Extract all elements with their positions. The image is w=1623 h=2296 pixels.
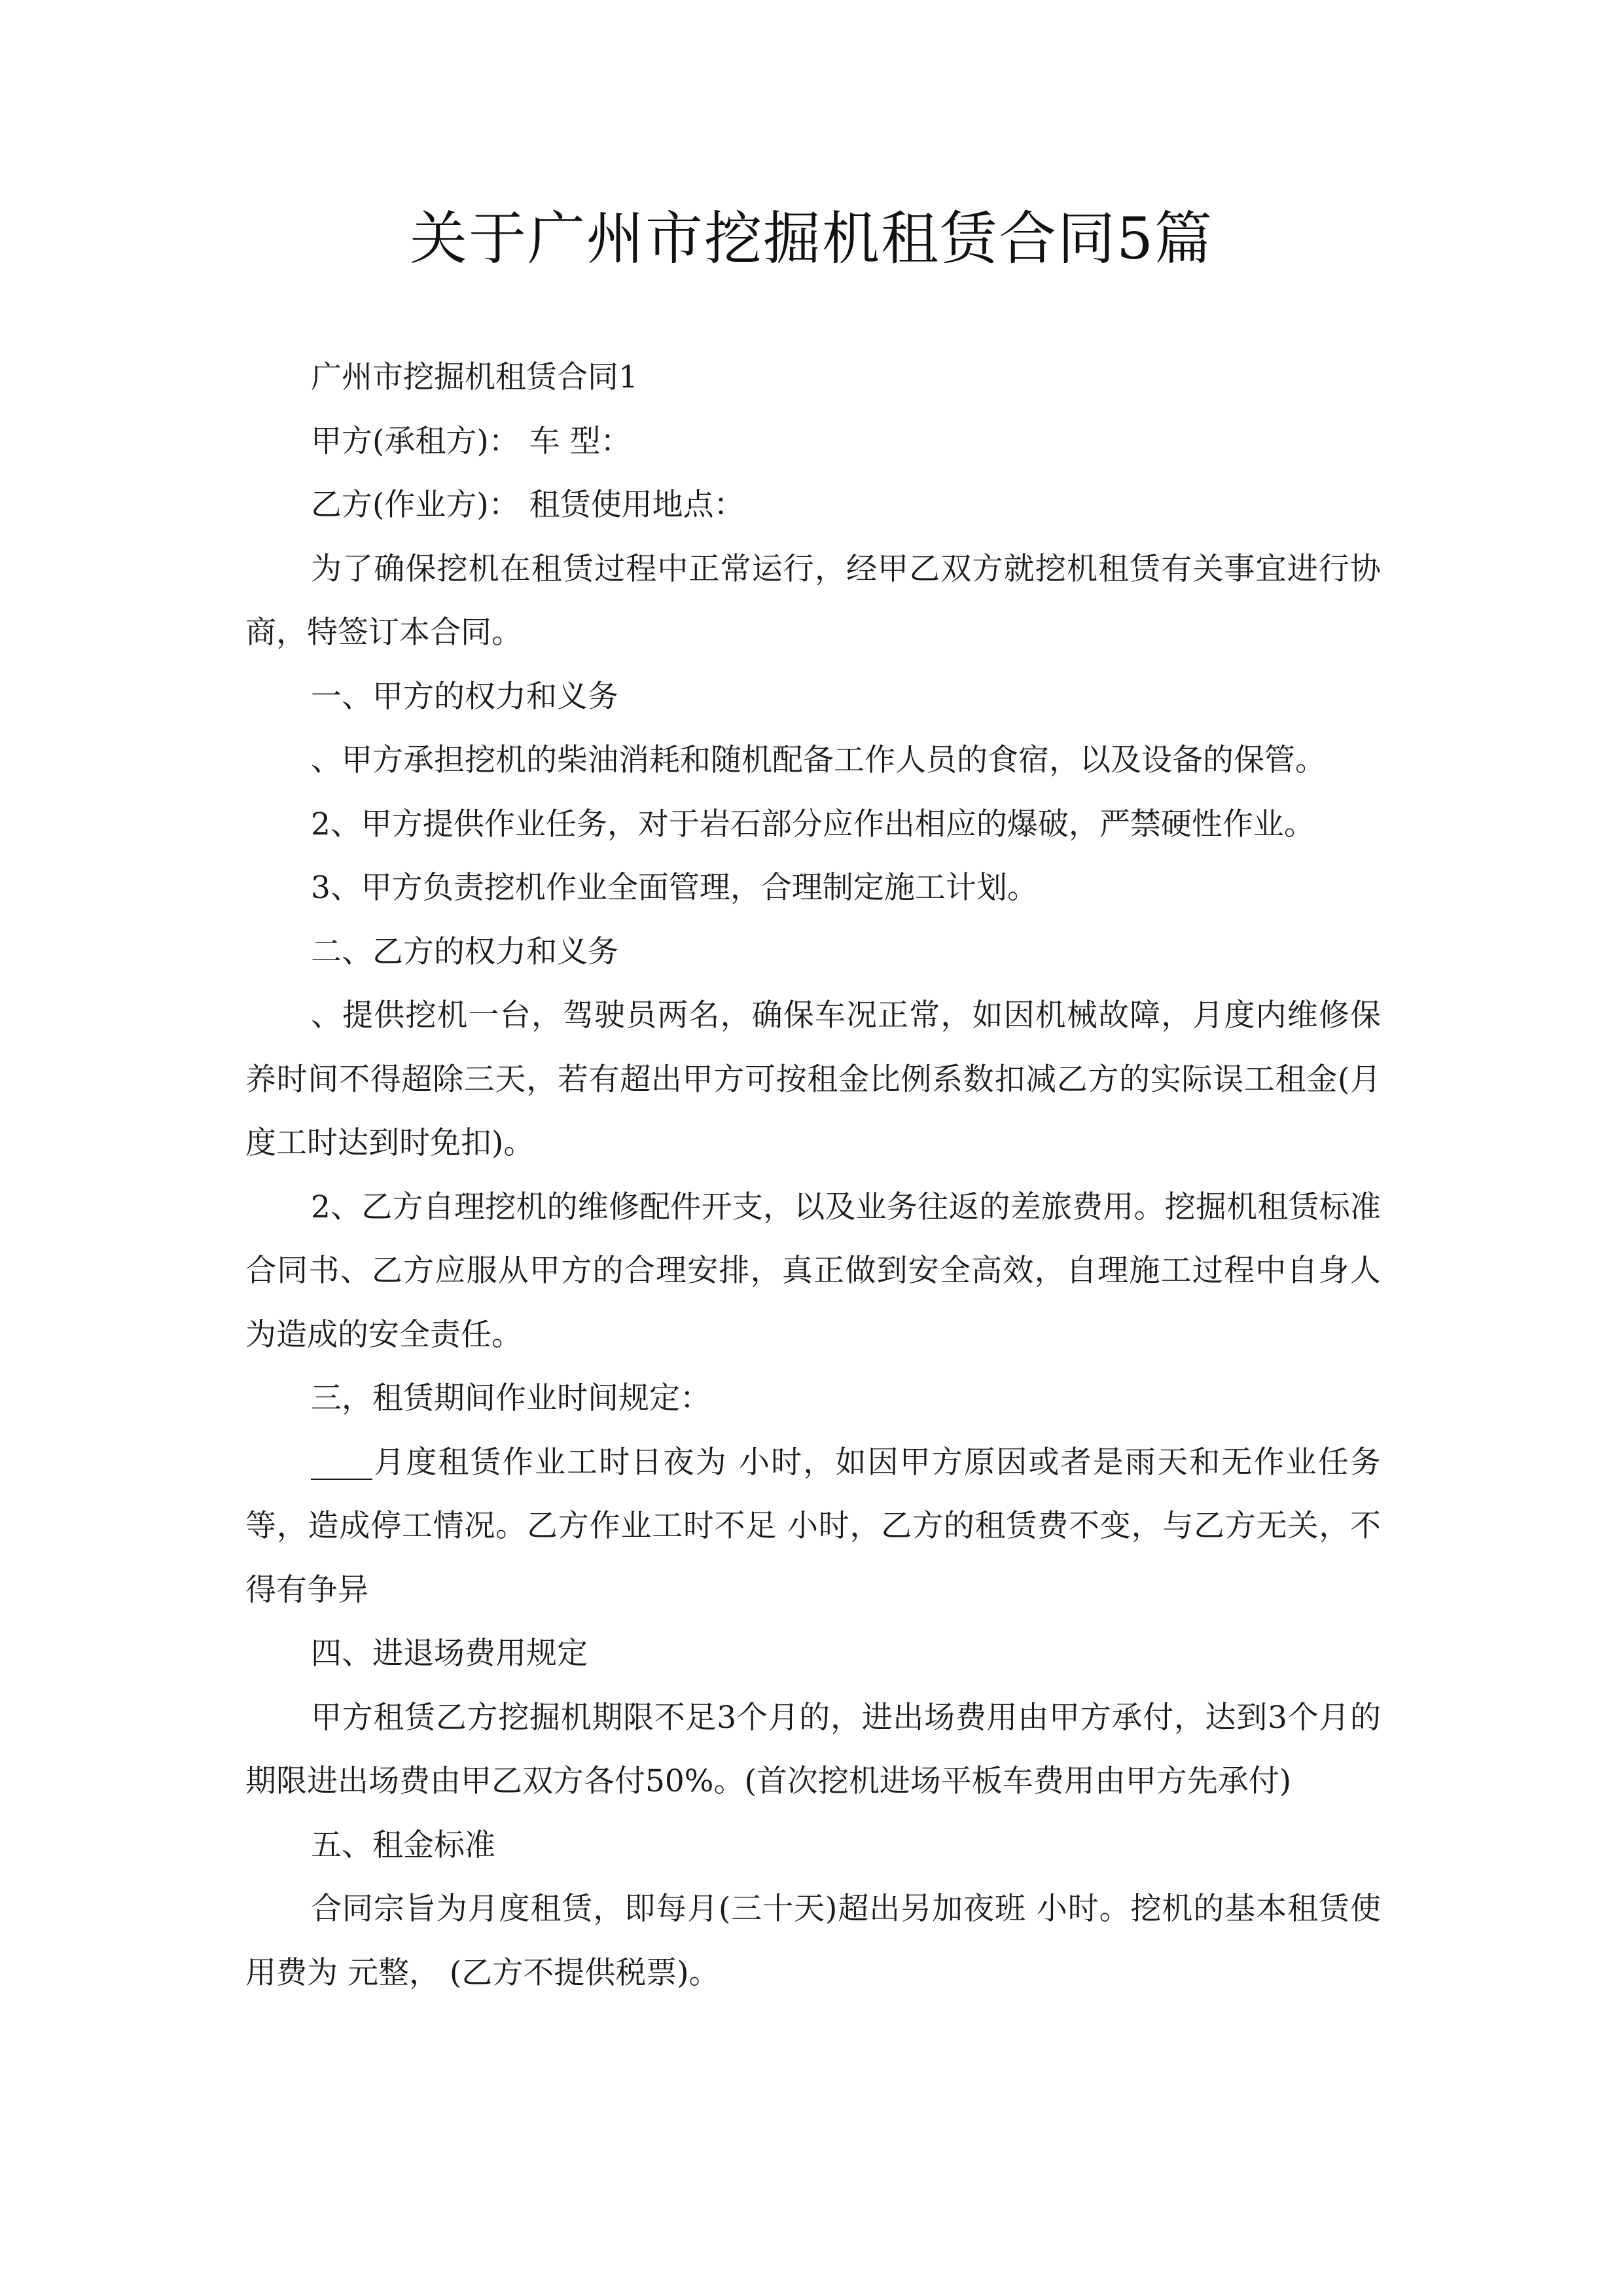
clause-5-1: 合同宗旨为月度租赁，即每月(三十天)超出另加夜班 小时。挖机的基本租赁使用费为 元整， (乙方不提供税票)。 xyxy=(245,1891,1381,1991)
section-heading-1: 一、甲方的权力和义务 xyxy=(311,678,618,715)
section-heading-3: 三，租赁期间作业时间规定： xyxy=(311,1380,711,1416)
party-a-line: 甲方(承租方)： 车 型： xyxy=(311,423,632,459)
contract-subtitle: 广州市挖掘机租赁合同1 xyxy=(311,359,638,395)
clause-4-1: 甲方租赁乙方挖掘机期限不足3个月的，进出场费用由甲方承付，达到3个月的期限进出场费由甲乙双方各付50%。(首次挖机进场平板车费用由甲方先承付) xyxy=(245,1699,1381,1799)
clause-3-1: ____月度租赁作业工时日夜为 小时，如因甲方原因或者是雨天和无作业任务等，造成停工情况。乙方作业工时不足 小时，乙方的租赁费不变，与乙方无关，不得有争异 xyxy=(245,1444,1381,1608)
clause-2-1: 、提供挖机一台，驾驶员两名，确保车况正常，如因机械故障，月度内维修保养时间不得超除三天，若有超出甲方可按租金比例系数扣减乙方的实际误工租金(月度工时达到时免扣)。 xyxy=(245,997,1381,1161)
clause-1-3: 3、甲方负责挖机作业全面管理，合理制定施工计划。 xyxy=(311,870,1038,906)
clause-1-1: 、甲方承担挖机的柴油消耗和随机配备工作人员的食宿，以及设备的保管。 xyxy=(311,742,1326,778)
party-b-line: 乙方(作业方)： 租赁使用地点： xyxy=(311,487,745,523)
section-heading-4: 四、进退场费用规定 xyxy=(311,1636,588,1672)
document-body xyxy=(245,346,1381,2005)
clause-1-2: 2、甲方提供作业任务，对于岩石部分应作出相应的爆破，严禁硬性作业。 xyxy=(311,806,1315,842)
clause-2-2: 2、乙方自理挖机的维修配件开支，以及业务往返的差旅费用。挖掘机租赁标准合同书、乙方应服从甲方的合理安排，真正做到安全高效，自理施工过程中自身人为造成的安全责任。 xyxy=(245,1189,1381,1353)
section-heading-2: 二、乙方的权力和义务 xyxy=(311,933,618,970)
preamble-paragraph: 为了确保挖机在租赁过程中正常运行，经甲乙双方就挖机租赁有关事宜进行协商，特签订本合同。 xyxy=(245,550,1381,651)
document-title: 关于广州市挖掘机租赁合同5篇 xyxy=(410,205,1213,272)
section-heading-5: 五、租金标准 xyxy=(311,1827,495,1863)
